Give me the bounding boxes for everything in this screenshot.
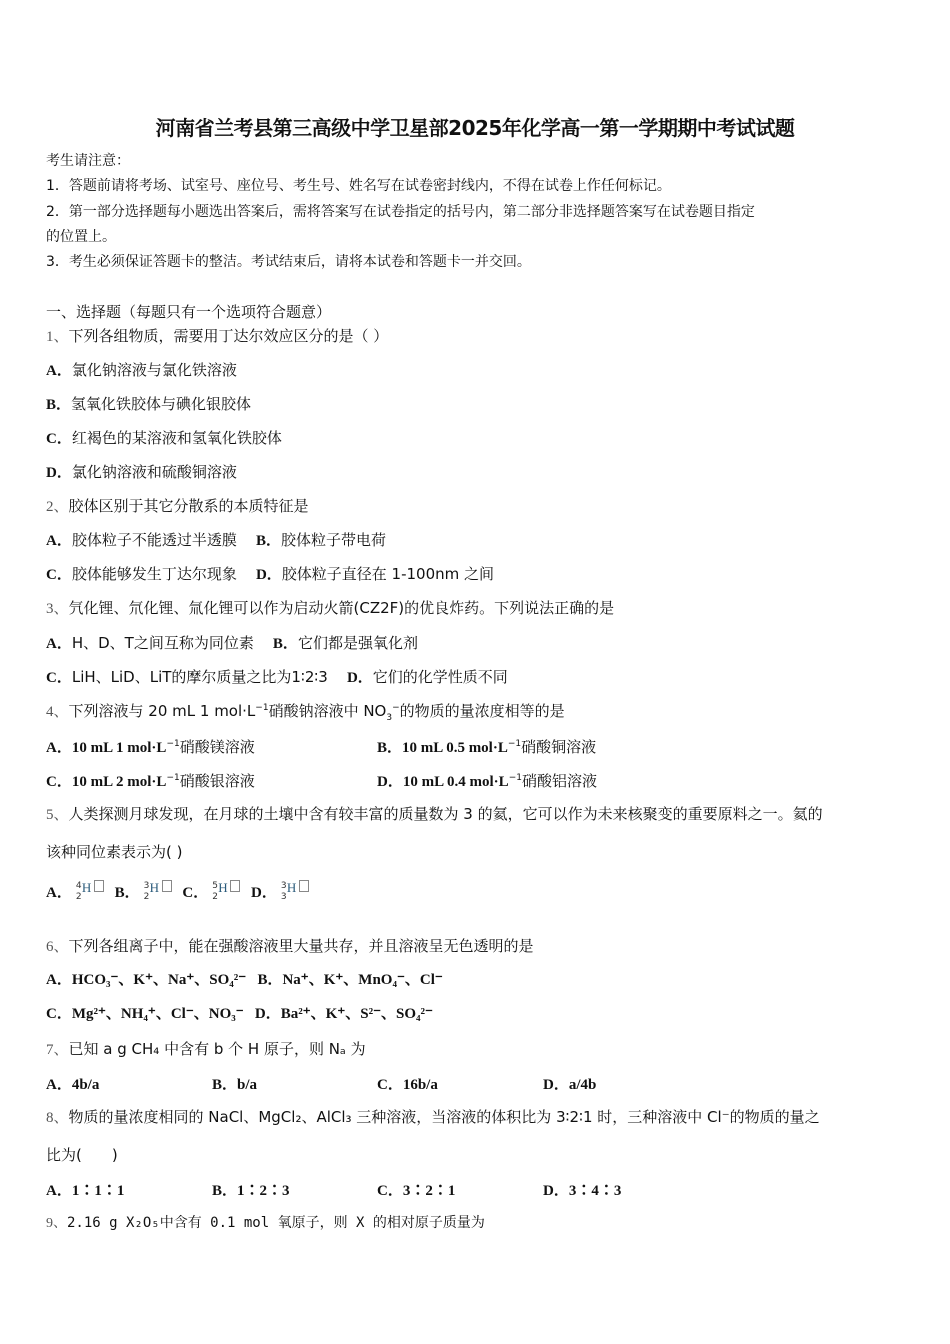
element-symbol: H: [149, 880, 160, 895]
option-text: 10 mL 0.5 mol·L: [402, 740, 508, 756]
option-text: 3∶4∶3: [568, 1183, 622, 1199]
option-text: 胶体粒子不能透过半透膜: [71, 531, 237, 549]
option-label: C．: [377, 1077, 403, 1093]
option-text: 胶体能够发生丁达尔现象: [71, 565, 237, 583]
isotope-notation: [281, 882, 315, 900]
notice-heading: 考生请注意：: [46, 153, 130, 169]
option-label: A．: [46, 363, 72, 379]
q4-option-d: [377, 770, 597, 791]
superscript: −1: [508, 773, 522, 783]
question-number: 7、: [46, 1042, 69, 1058]
q8-option-b: [212, 1179, 290, 1200]
option-label: C．: [46, 670, 72, 686]
element-symbol: H: [81, 880, 92, 895]
question-number: 9、: [46, 1216, 67, 1231]
option-label: D．: [255, 567, 282, 583]
option-text: 胶体粒子带电荷: [280, 531, 386, 549]
option-label: D．: [251, 885, 277, 901]
question-number: 8、: [46, 1110, 69, 1126]
question-6-stem: [46, 936, 534, 957]
option-label: D．: [254, 1006, 281, 1022]
option-text: 硝酸银溶液: [179, 772, 255, 790]
option-text: b/a: [237, 1077, 258, 1093]
option-label: C．: [46, 567, 72, 583]
option-label: A．: [46, 885, 72, 901]
option-label: B．: [114, 885, 140, 901]
option-label: A．: [46, 1183, 72, 1199]
superscript: −1: [166, 773, 180, 783]
subscript: 3: [386, 713, 393, 723]
option-text: H、D、T之间互称为同位素: [71, 634, 254, 652]
option-text: 硝酸镁溶液: [179, 738, 255, 756]
option-label: C．: [46, 431, 72, 447]
question-text: 的物质的量浓度相等的是: [399, 702, 565, 720]
question-text: 人类探测月球发现，在月球的土壤中含有较丰富的质量数为 3 的氦，它可以作为未来核聚变的重要原料之一。氦的: [68, 805, 823, 823]
option-text: 硝酸铜溶液: [521, 738, 597, 756]
option-text: 1∶2∶3: [237, 1183, 290, 1199]
option-text: HCO₃⁻、K⁺、Na⁺、SO₄²⁻: [71, 972, 247, 988]
superscript: −1: [166, 739, 180, 749]
notice-item-2-cont: 的位置上。: [46, 229, 116, 245]
q8-option-d: [543, 1179, 621, 1200]
q1-option-a: [46, 360, 237, 381]
option-label: B．: [255, 533, 281, 549]
option-label: D．: [346, 670, 373, 686]
page-title: 河南省兰考县第三高级中学卫星部2025年化学高一第一学期期中考试试题: [155, 116, 795, 140]
missing-glyph-box: [94, 880, 104, 892]
q4-option-a: [46, 736, 255, 757]
question-8-stem-cont: 比为( ): [46, 1146, 118, 1164]
q2-options-row-1: [46, 530, 386, 551]
question-text: 已知 a g CH₄ 中含有 b 个 H 原子，则 Nₐ 为: [68, 1040, 366, 1058]
missing-glyph-box: [230, 880, 240, 892]
q3-options-row-2: [46, 667, 508, 688]
option-label: B．: [212, 1077, 238, 1093]
option-text: 10 mL 2 mol·L: [71, 774, 167, 790]
option-text: LiH、LiD、LiT的摩尔质量之比为1∶2∶3: [71, 668, 328, 686]
missing-glyph-box: [162, 880, 172, 892]
superscript: −1: [255, 703, 269, 713]
option-label: A．: [46, 1077, 72, 1093]
option-text: Mg²⁺、NH₄⁺、Cl⁻、NO₃⁻: [71, 1006, 244, 1022]
question-4-stem: [46, 701, 565, 722]
option-label: B．: [257, 972, 283, 988]
superscript: −1: [507, 739, 522, 749]
option-text: 4b/a: [71, 1077, 100, 1093]
question-number: 3、: [46, 601, 69, 617]
option-label: B．: [272, 636, 298, 652]
q4-option-c: [46, 770, 255, 791]
q8-option-c: [377, 1179, 455, 1200]
atomic-number: 3: [280, 892, 287, 902]
option-text: 10 mL 1 mol·L: [71, 740, 167, 756]
option-text: 3∶2∶1: [402, 1183, 456, 1199]
element-symbol: H: [218, 880, 228, 895]
question-7-stem: [46, 1039, 366, 1060]
superscript: −: [392, 703, 400, 713]
question-number: 2、: [46, 499, 69, 515]
option-text: 氯化钠溶液和硫酸铜溶液: [71, 463, 237, 481]
option-text: Ba²⁺、K⁺、S²⁻、SO₄²⁻: [280, 1006, 433, 1022]
option-label: A．: [46, 740, 72, 756]
question-5-stem-cont: 该种同位素表示为( ): [46, 843, 183, 861]
option-label: A．: [46, 972, 72, 988]
mass-number: 4: [75, 881, 82, 891]
question-text: 下列各组物质，需要用丁达尔效应区分的是（ ）: [68, 327, 389, 345]
q7-option-c: [377, 1073, 438, 1094]
question-number: 5、: [46, 807, 69, 823]
q2-options-row-2: [46, 564, 494, 585]
q1-option-c: [46, 428, 282, 449]
option-label: C．: [182, 885, 209, 901]
notice-item-1: 1．答题前请将考场、试室号、座位号、考生号、姓名写在试卷密封线内，不得在试卷上作任何标记。: [46, 178, 671, 194]
element-symbol: H: [286, 880, 297, 895]
isotope-notation: [212, 882, 246, 900]
question-1-stem: [46, 326, 388, 347]
q1-option-b: [46, 394, 251, 415]
mass-number: 3: [280, 881, 287, 891]
question-2-stem: [46, 496, 309, 517]
atomic-number: 2: [143, 892, 150, 902]
option-label: B．: [212, 1183, 238, 1199]
atomic-number: 2: [212, 892, 218, 902]
notice-item-3: 3．考生必须保证答题卡的整洁。考试结束后，请将本试卷和答题卡一并交回。: [46, 254, 531, 270]
q5-options: [46, 882, 315, 903]
notice-item-2: 2．第一部分选择题每小题选出答案后，需将答案写在试卷指定的括号内，第二部分非选择题答案写在试卷题目指定: [46, 204, 755, 220]
q1-option-d: [46, 462, 237, 483]
q6-options-row-1: [46, 970, 443, 990]
q6-options-row-2: [46, 1004, 433, 1024]
option-label: D．: [543, 1183, 569, 1199]
mass-number: 5: [212, 881, 218, 891]
question-8-stem: [46, 1107, 820, 1128]
question-number: 1、: [46, 329, 69, 345]
question-text: 下列溶液与 20 mL 1 mol·L: [68, 702, 256, 720]
q4-option-b: [377, 736, 596, 757]
question-text: 2.16 g X₂O₅中含有 0.1 mol 氧原子，则 X 的相对原子质量为: [67, 1215, 485, 1231]
option-label: D．: [543, 1077, 569, 1093]
option-label: C．: [377, 1183, 403, 1199]
option-text: 它们都是强氧化剂: [297, 634, 418, 652]
question-3-stem: [46, 598, 614, 619]
option-text: 10 mL 0.4 mol·L: [402, 774, 509, 790]
option-label: C．: [46, 1006, 72, 1022]
q8-option-a: [46, 1179, 124, 1200]
question-text: 物质的量浓度相同的 NaCl、MgCl₂、AlCl₃ 三种溶液，当溶液的体积比为 3∶2∶1 时，三种溶液中 Cl⁻的物质的量之: [68, 1108, 820, 1126]
option-text: 红褐色的某溶液和氢氧化铁胶体: [71, 429, 282, 447]
option-text: 氢氧化铁胶体与碘化银胶体: [71, 395, 252, 413]
question-text: 下列各组离子中，能在强酸溶液里大量共存，并且溶液呈无色透明的是: [68, 937, 534, 955]
option-text: 胶体粒子直径在 1-100nm 之间: [281, 565, 495, 583]
section-heading: 一、选择题（每题只有一个选项符合题意）: [46, 303, 332, 321]
option-text: 1∶1∶1: [71, 1183, 125, 1199]
missing-glyph-box: [299, 880, 309, 892]
option-label: A．: [46, 533, 72, 549]
option-text: 氯化钠溶液与氯化铁溶液: [71, 361, 237, 379]
question-text: 硝酸钠溶液中 NO: [268, 702, 387, 720]
question-9-stem: [46, 1213, 485, 1234]
isotope-notation: [76, 882, 110, 900]
question-5-stem: [46, 804, 823, 825]
question-number: 4、: [46, 704, 69, 720]
atomic-number: 2: [75, 892, 82, 902]
q7-option-b: [212, 1073, 257, 1094]
option-label: B．: [377, 740, 403, 756]
option-text: 硝酸铝溶液: [521, 772, 597, 790]
option-label: C．: [46, 774, 72, 790]
option-label: A．: [46, 636, 72, 652]
option-label: D．: [46, 465, 72, 481]
q7-option-d: [543, 1073, 596, 1094]
q3-options-row-1: [46, 633, 418, 654]
option-text: 16b/a: [402, 1077, 438, 1093]
isotope-notation: [144, 882, 178, 900]
question-text: 胶体区别于其它分散系的本质特征是: [68, 497, 309, 515]
option-label: D．: [377, 774, 403, 790]
option-text: 它们的化学性质不同: [372, 668, 508, 686]
question-text: 氕化锂、氘化锂、氚化锂可以作为启动火箭(CZ2F)的优良炸药。下列说法正确的是: [68, 599, 615, 617]
q7-option-a: [46, 1073, 99, 1094]
mass-number: 3: [143, 881, 150, 891]
option-text: a/4b: [568, 1077, 597, 1093]
option-text: Na⁺、K⁺、MnO₄⁻、Cl⁻: [282, 972, 443, 988]
question-number: 6、: [46, 939, 69, 955]
option-label: B．: [46, 397, 72, 413]
